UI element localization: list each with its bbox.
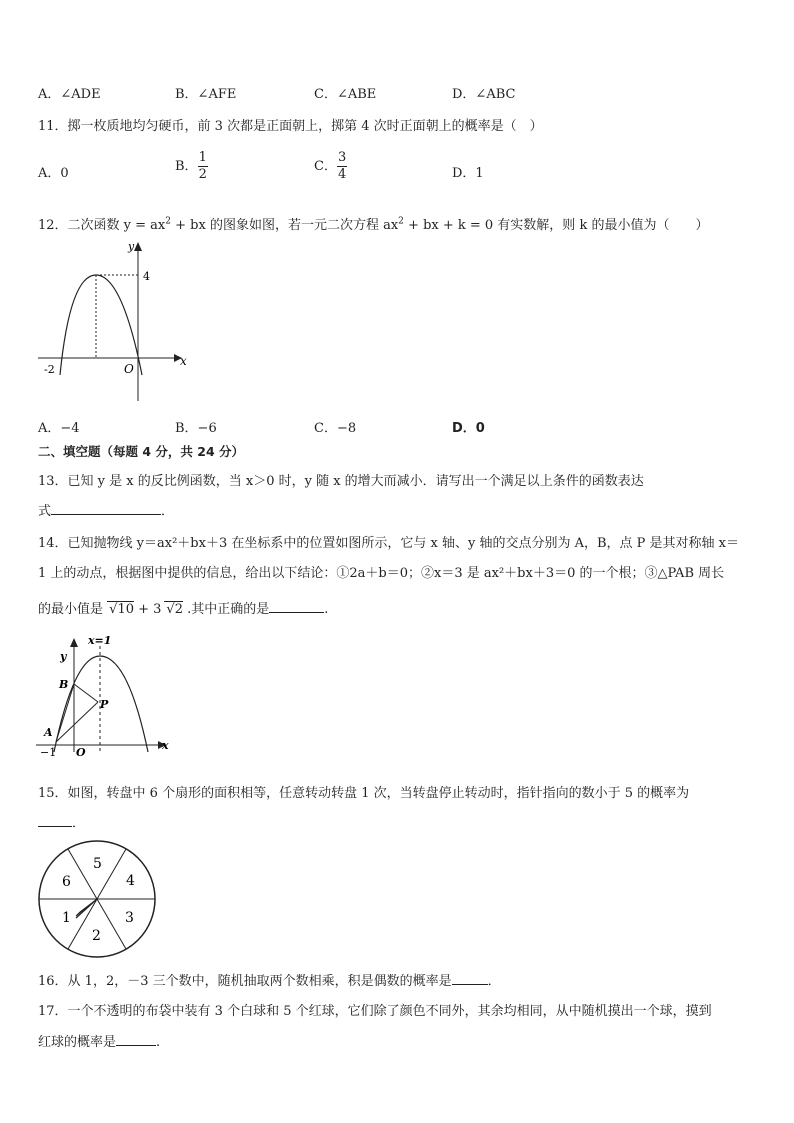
q10-option-b: B．∠AFE (175, 87, 237, 102)
q10-option-d: D．∠ABC (452, 87, 516, 102)
q11-text: 11．掷一枚质地均匀硬币，前 3 次都是正面朝上，掷第 4 次时正面朝上的概率是（ ） (38, 119, 543, 134)
q15-line2: ． (38, 812, 85, 831)
q14-sqrt-10: √10 (109, 602, 134, 617)
q12-parabola (60, 275, 142, 375)
q12-option-c: C．−8 (314, 421, 357, 436)
q12-max-label: 4 (143, 270, 150, 283)
q10-option-a: A．∠ADE (38, 87, 101, 102)
q14-parabola-graph (32, 632, 182, 757)
q14-axis-label: x=1 (88, 634, 112, 647)
q14-point-p-label: P (100, 698, 109, 711)
spinner-sector-2: 2 (92, 928, 101, 944)
q14-answer-blank[interactable] (269, 612, 324, 613)
spinner-sector-1: 1 (62, 910, 71, 926)
q14-line3: 的最小值是 √10 + 3 √2 .其中正确的是 . (38, 602, 329, 617)
q11-option-b: B． $\frac{1}{2}$ (175, 150, 207, 182)
q14-line1: 14．已知抛物线 y＝ax²＋bx＋3 在坐标系中的位置如图所示，它与 x 轴、y 轴的交点分别为 A，B，点 P 是其对称轴 x＝ (38, 536, 739, 551)
q14-line2: 1 上的动点，根据图中提供的信息，给出以下结论：①2a＋b＝0；②x＝3 是 ax²＋bx＋3＝0 的一个根；③△PAB 周长 (38, 566, 725, 581)
spinner-sector-3: 3 (125, 910, 134, 926)
q16-answer-blank[interactable] (452, 984, 488, 985)
q15-spinner (36, 838, 160, 962)
q12-y-arrow (134, 242, 142, 251)
q11-option-d: D．1 (452, 166, 484, 181)
q11-option-a: A．0 (38, 166, 69, 181)
spinner-sector-6: 6 (62, 874, 71, 890)
section-heading-fill-blank: 二、填空题（每题 4 分，共 24 分） (38, 444, 245, 459)
q14-point-b-label: B (59, 678, 69, 691)
q10-option-c: C．∠ABE (314, 87, 377, 102)
q12-option-a: A．−4 (38, 421, 80, 436)
q14-neg-label: −1 (40, 746, 57, 757)
q13-line2: 式 ． (38, 504, 175, 519)
q16-text: 16．从 1，2，－3 三个数中，随机抽取两个数相乘，积是偶数的概率是 ． (38, 974, 501, 989)
q12-neg-label: -2 (44, 363, 55, 376)
q17-line1: 17．一个不透明的布袋中装有 3 个白球和 5 个红球，它们除了颜色不同外，其余均相同，从中随机摸出一个球，摸到 (38, 1004, 712, 1019)
q12-option-b: B．−6 (175, 421, 217, 436)
q11-option-c: C． $\frac{3}{4}$ (314, 150, 347, 182)
q14-segment-bp (74, 684, 98, 702)
q14-origin-label: O (76, 746, 86, 757)
q12-parabola-graph (30, 238, 200, 408)
spinner-sector-5: 5 (93, 856, 102, 872)
q12-origin-label: O (124, 362, 134, 376)
q12-option-d: D．0 (452, 421, 485, 436)
spinner-pointer-shaft (76, 899, 97, 918)
q17-line2: 红球的概率是 . (38, 1035, 161, 1050)
q15-answer-blank[interactable] (38, 826, 72, 827)
q12-x-label: x (180, 354, 187, 368)
q14-point-a-label: A (44, 726, 53, 739)
q12-text: 12．二次函数 $y = ax^2$ + bx 的图象如图，若一元二次方程 $ax^2$ + bx + k = 0 有实数解，则 k 的最小值为（ ） (38, 216, 709, 233)
q13-line1: 13．已知 y 是 x 的反比例函数，当 x＞0 时，y 随 x 的增大而减小．请写出一个满足以上条件的函数表达 (38, 474, 644, 489)
q17-answer-blank[interactable] (116, 1045, 156, 1046)
q15-text: 15．如图，转盘中 6 个扇形的面积相等，任意转动转盘 1 次，当转盘停止转动时，指针指向的数小于 5 的概率为 (38, 786, 690, 801)
q14-sqrt-2: √2 (166, 602, 183, 617)
q14-y-label: y (60, 650, 67, 663)
spinner-sector-4: 4 (126, 873, 135, 889)
q13-answer-blank[interactable] (51, 514, 161, 515)
q12-y-label: y (128, 240, 135, 253)
q14-x-label: x (162, 739, 169, 752)
q14-y-arrow (70, 638, 78, 647)
